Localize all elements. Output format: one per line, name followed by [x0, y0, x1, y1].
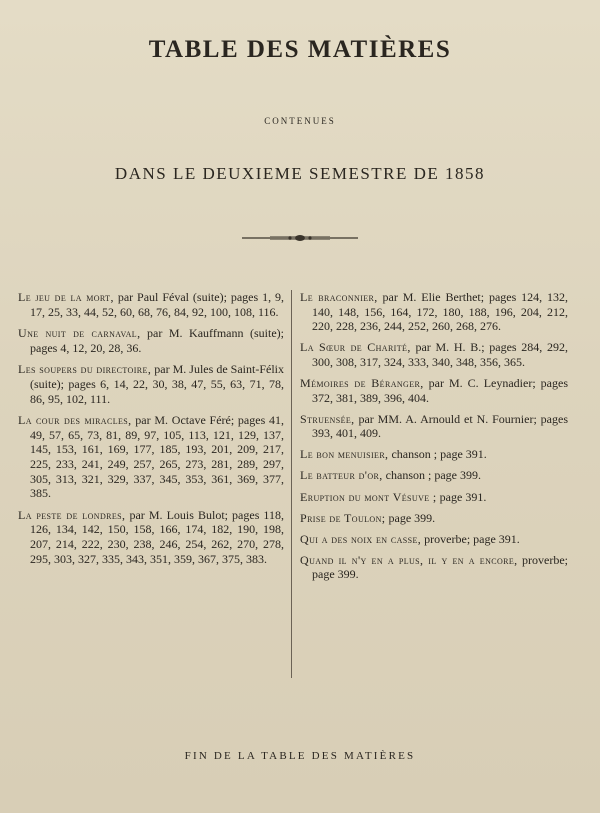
entry-title: Qui a des noix en casse,	[300, 531, 422, 546]
entry-text: page 399.	[388, 510, 436, 525]
toc-entry	[300, 468, 568, 483]
entry-title: Eruption du mont Vésuve ;	[300, 489, 437, 504]
toc-entry	[300, 490, 568, 505]
entry-text: par M. Octave Féré; pages 41, 49, 57, 65, 73, 81, 89, 97, 105, 113, 121, 129, 137, 145, 153, 161, 169, 177, 185, 193, 201, 209, 217, 225, 233, 241, 249, 257, 265, 273, 281, 289, 297, 305, 313, 321, 329, 337, 345, 353, 361, 369, 377, 385.	[30, 413, 284, 501]
page-subtitle: CONTENUES	[264, 116, 336, 126]
entry-text: proverbe; page 399.	[312, 552, 568, 582]
entry-text: page 391.	[439, 489, 487, 504]
entry-text: par M. Jules de Saint-Félix (suite); pages 6, 14, 22, 30, 38, 47, 55, 63, 71, 78, 86, 95, 102, 111.	[30, 362, 285, 406]
page-title: TABLE DES MATIÈRES	[148, 36, 452, 63]
toc-entry	[18, 362, 284, 406]
toc-entry	[300, 340, 568, 369]
entry-title: Le bon menuisier,	[300, 447, 389, 462]
toc-entry	[18, 326, 284, 355]
toc-entry	[18, 290, 284, 319]
entry-text: par M. Louis Bulot; pages 118, 126, 134, 142, 150, 158, 166, 174, 182, 190, 198, 207, 214, 222, 230, 238, 246, 254, 262, 270, 278, 295, 303, 327, 335, 343, 351, 359, 367, 375, 383.	[30, 507, 284, 566]
entry-text: par M. Elie Berthet; pages 124, 132, 140, 148, 156, 164, 172, 180, 188, 196, 204, 212, 220, 228, 236, 244, 252, 260, 268, 276.	[312, 290, 568, 334]
entry-text: par M. Kauffmann (suite); pages 4, 12, 20, 28, 36.	[30, 326, 284, 355]
left-column	[18, 290, 284, 573]
entry-title: Le batteur d'or,	[300, 468, 383, 483]
entry-text: par M. C. Leynadier; pages 372, 381, 389, 396, 404.	[312, 375, 568, 405]
entry-text: proverbe; page 391.	[424, 531, 520, 546]
entry-text: par M. H. B.; pages 284, 292, 300, 308, 317, 324, 333, 340, 348, 356, 365.	[312, 340, 569, 369]
entry-title: Les soupers du directoire,	[18, 362, 152, 377]
toc-entry	[300, 511, 568, 526]
toc-entry	[300, 553, 568, 582]
entry-title: Le jeu de la mort,	[18, 290, 114, 304]
decorative-ornament-icon	[240, 232, 360, 244]
page-footer: FIN DE LA TABLE DES MATIÈRES	[184, 750, 416, 762]
entry-title: Prise de Toulon;	[300, 510, 386, 525]
toc-entry	[300, 412, 568, 441]
toc-entry	[300, 290, 568, 334]
toc-entry	[300, 532, 568, 547]
toc-entry	[300, 376, 568, 405]
toc-entry	[300, 447, 568, 462]
entry-title: Une nuit de carnaval,	[18, 326, 141, 341]
entry-title: Struensée,	[300, 411, 355, 426]
entry-title: La Sœur de Charité,	[300, 340, 411, 355]
entry-title: Quand il n'y en a plus, il y en a encore,	[300, 552, 518, 567]
entry-title: La cour des miracles,	[18, 413, 132, 428]
entry-title: Mémoires de Béranger,	[300, 375, 424, 390]
entry-text: chanson ; page 391.	[391, 447, 487, 462]
toc-entry	[18, 413, 284, 501]
entry-text: par MM. A. Arnould et N. Fournier; pages 393, 401, 409.	[312, 411, 568, 441]
semester-heading: DANS LE DEUXIEME SEMESTRE DE 1858	[114, 164, 486, 183]
column-divider	[291, 290, 292, 678]
toc-entry	[18, 508, 284, 566]
entry-text: chanson ; page 399.	[385, 468, 481, 483]
right-column	[300, 290, 568, 589]
entry-title: Le braconnier,	[300, 290, 378, 304]
entry-text: par Paul Féval (suite); pages 1, 9, 17, 25, 33, 44, 52, 60, 68, 76, 84, 92, 100, 108, 116.	[30, 290, 285, 319]
entry-title: La peste de londres,	[18, 507, 126, 522]
